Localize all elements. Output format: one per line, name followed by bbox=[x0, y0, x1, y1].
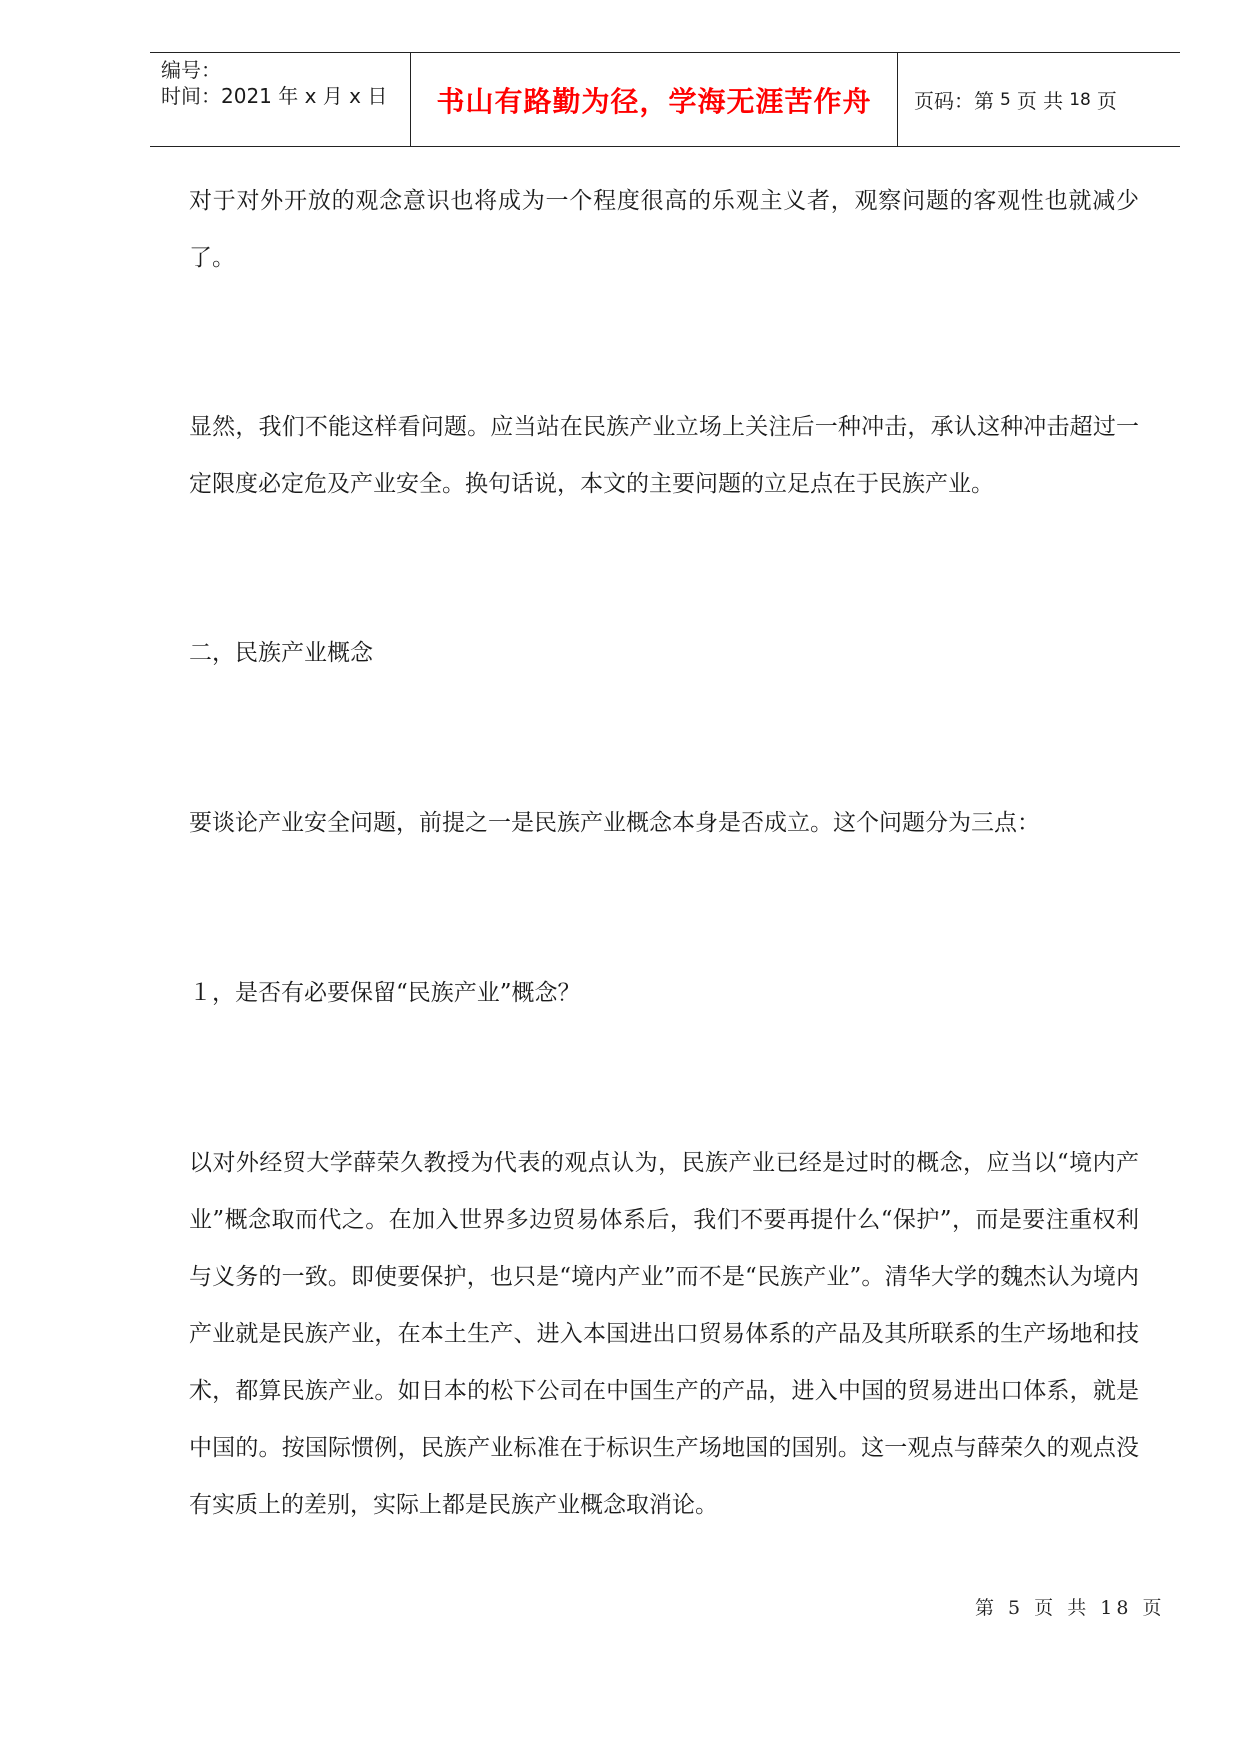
section-heading: 二，民族产业概念 bbox=[189, 640, 373, 666]
document-header bbox=[150, 52, 1180, 147]
subsection-heading: １，是否有必要保留“民族产业”概念？ bbox=[189, 980, 581, 1006]
header-motto: 书山有路勤为径，学海无涯苦作舟 bbox=[436, 84, 872, 118]
body-paragraph: 以对外经贸大学薛荣久教授为代表的观点认为，民族产业已经是过时的概念，应当以“境内产业”概念取而代之。在加入世界多边贸易体系后，我们不要再提什么“保护”，而是要注重权利与义务的一致。即使要保护，也只是“境内产业”而不是“民族产业”。清华大学的魏杰认为境内产业就是民族产业，在本土生产、进入本国进出口贸易体系的产品及其所联系的生产场地和技术，都算民族产业。如日本的松下公司在中国生产的产品，进入中国的贸易进出口体系，就是中国的。按国际惯例，民族产业标准在于标识生产场地国的国别。这一观点与薛荣久的观点没有实质上的差别，实际上都是民族产业概念取消论。 bbox=[189, 1150, 1139, 1518]
page-suffix: 页 bbox=[1096, 89, 1117, 113]
page-current: 5 bbox=[1000, 89, 1011, 110]
page-total: 18 bbox=[1069, 89, 1091, 110]
doc-time-label: 时间：2021 年 x 月 x 日 bbox=[161, 84, 388, 108]
header-motto-cell bbox=[411, 53, 898, 146]
header-meta-cell bbox=[150, 53, 411, 146]
body-paragraph: 要谈论产业安全问题，前提之一是民族产业概念本身是否成立。这个问题分为三点： bbox=[189, 810, 1040, 836]
body-paragraph: 显然，我们不能这样看问题。应当站在民族产业立场上关注后一种冲击，承认这种冲击超过一定限度必定危及产业安全。换句话说，本文的主要问题的立足点在于民族产业。 bbox=[189, 414, 1139, 497]
doc-number-label: 编号： bbox=[161, 58, 221, 82]
body-paragraph: 对于对外开放的观念意识也将成为一个程度很高的乐观主义者，观察问题的客观性也就减少了。 bbox=[189, 188, 1139, 271]
page-mid: 页 共 bbox=[1016, 89, 1064, 113]
page-prefix: 页码：第 bbox=[914, 89, 994, 113]
header-page-cell bbox=[898, 53, 1180, 146]
page-footer: 第 5 页 共 18 页 bbox=[975, 1597, 1166, 1619]
